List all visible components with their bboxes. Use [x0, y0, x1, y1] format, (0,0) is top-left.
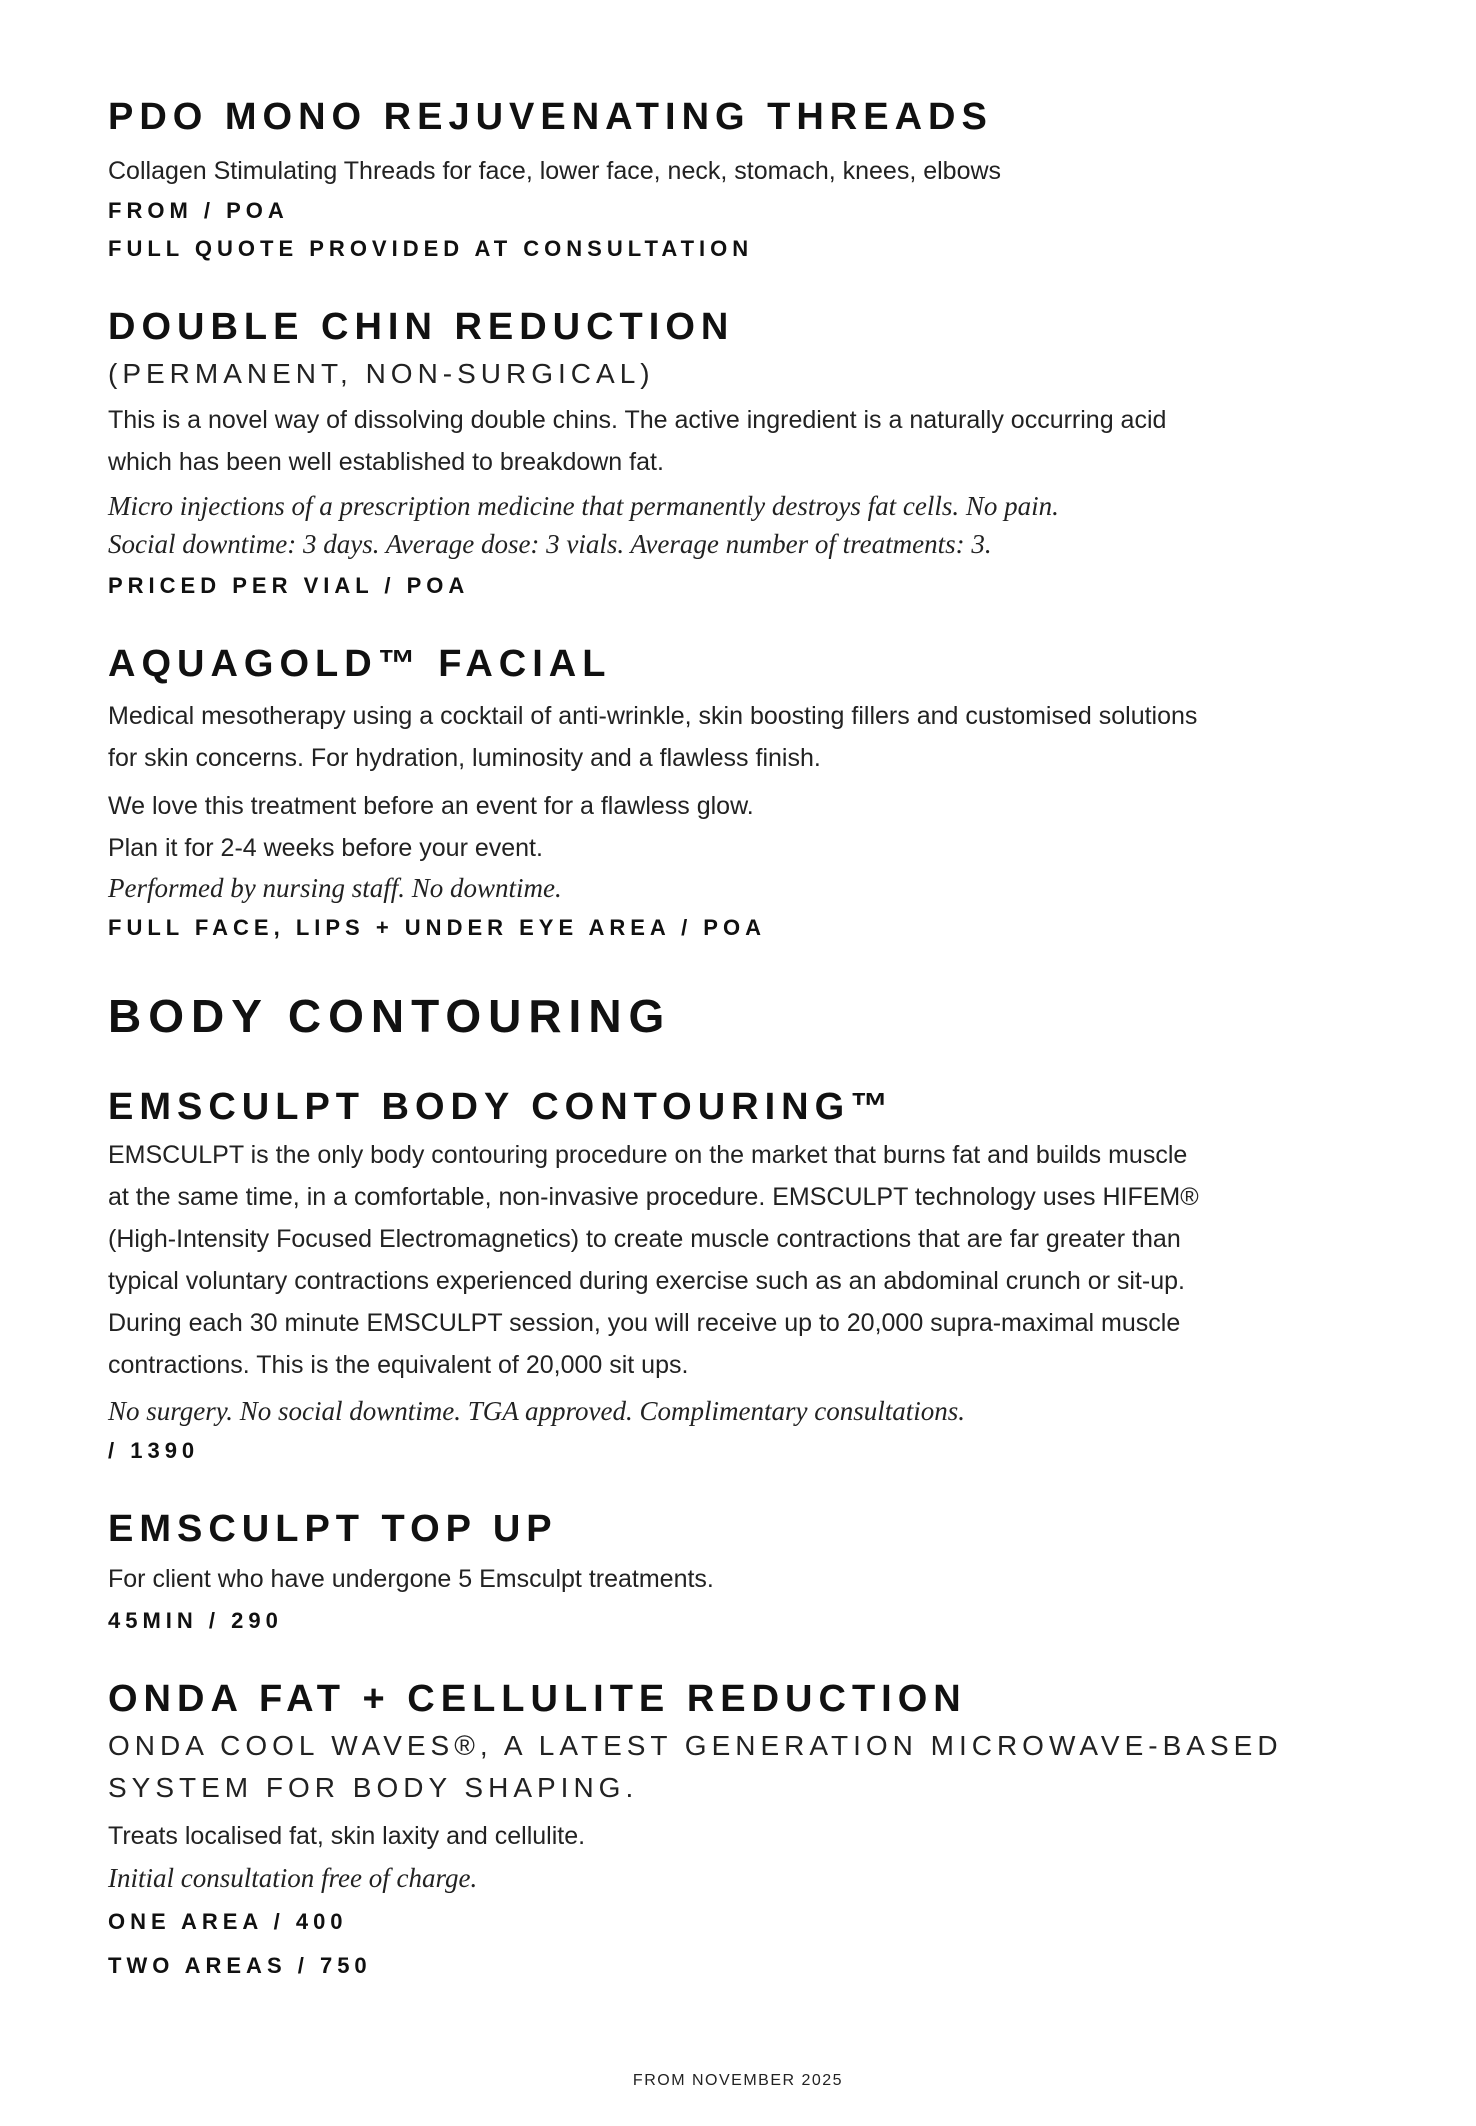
- emsculpt-desc-line: (High-Intensity Focused Electromagnetics) to create muscle contractions that are far greater than: [108, 1224, 1181, 1253]
- section-double-chin: [108, 306, 1378, 606]
- section-emsculpt: [108, 1086, 1378, 1470]
- emsculpt-price: / 1390: [108, 1437, 200, 1463]
- double-chin-desc-line2: which has been well established to breakdown fat.: [108, 448, 664, 477]
- onda-price-two-areas: TWO AREAS / 750: [108, 1953, 372, 1979]
- heading-double-chin: DOUBLE CHIN REDUCTION: [108, 305, 735, 348]
- emsculpt-desc-line: contractions. This is the equivalent of 20,000 sit ups.: [108, 1350, 689, 1379]
- onda-subtitle-line1: ONDA COOL WAVES®, A LATEST GENERATION MICROWAVE-BASED: [108, 1730, 1283, 1762]
- heading-pdo-threads: PDO MONO REJUVENATING THREADS: [108, 96, 993, 138]
- heading-onda: ONDA FAT + CELLULITE REDUCTION: [108, 1677, 967, 1720]
- double-chin-desc-line1: This is a novel way of dissolving double chins. The active ingredient is a naturally occurring acid: [108, 406, 1167, 435]
- emsculpt-top-up-desc: For client who have undergone 5 Emsculpt treatments.: [108, 1564, 714, 1593]
- double-chin-subtitle: (PERMANENT, NON-SURGICAL): [108, 358, 655, 390]
- heading-body-contouring: BODY CONTOURING: [108, 990, 672, 1043]
- onda-subtitle-line2: SYSTEM FOR BODY SHAPING.: [108, 1772, 639, 1804]
- emsculpt-top-up-price: 45MIN / 290: [108, 1607, 283, 1633]
- double-chin-price: PRICED PER VIAL / POA: [108, 573, 470, 599]
- emsculpt-desc-line: During each 30 minute EMSCULPT session, you will receive up to 20,000 supra-maximal muscle: [108, 1308, 1181, 1337]
- section-emsculpt-top-up: [108, 1508, 1378, 1640]
- menu-page: [108, 96, 1378, 1985]
- aquagold-desc-line2: for skin concerns. For hydration, luminosity and a flawless finish.: [108, 744, 821, 773]
- onda-italic: Initial consultation free of charge.: [108, 1863, 478, 1894]
- heading-emsculpt-top-up: EMSCULPT TOP UP: [108, 1507, 558, 1550]
- pdo-description: Collagen Stimulating Threads for face, lower face, neck, stomach, knees, elbows: [108, 156, 1002, 185]
- aquagold-desc-line4: Plan it for 2-4 weeks before your event.: [108, 834, 543, 863]
- aquagold-price: FULL FACE, LIPS + UNDER EYE AREA / POA: [108, 915, 766, 941]
- section-pdo-threads: [108, 96, 1378, 268]
- emsculpt-desc-line: typical voluntary contractions experienced during exercise such as an abdominal crunch or sit-up.: [108, 1266, 1185, 1295]
- onda-price-one-area: ONE AREA / 400: [108, 1909, 348, 1935]
- pdo-price-quote: FULL QUOTE PROVIDED AT CONSULTATION: [108, 235, 754, 261]
- emsculpt-desc-line: EMSCULPT is the only body contouring procedure on the market that burns fat and builds muscle: [108, 1140, 1188, 1169]
- emsculpt-desc-line: at the same time, in a comfortable, non-invasive procedure. EMSCULPT technology uses HIFEM®: [108, 1182, 1199, 1211]
- aquagold-desc-line1: Medical mesotherapy using a cocktail of anti-wrinkle, skin boosting fillers and customised solutions: [108, 702, 1198, 731]
- heading-emsculpt: EMSCULPT BODY CONTOURING™: [108, 1086, 895, 1129]
- onda-desc: Treats localised fat, skin laxity and cellulite.: [108, 1822, 586, 1851]
- aquagold-italic: Performed by nursing staff. No downtime.: [108, 873, 562, 904]
- double-chin-italic-line2: Social downtime: 3 days. Average dose: 3 vials. Average number of treatments: 3.: [108, 529, 992, 560]
- heading-aquagold: AQUAGOLD™ FACIAL: [108, 643, 612, 686]
- section-onda: [108, 1678, 1378, 1986]
- footer-date: FROM NOVEMBER 2025: [632, 2072, 844, 2089]
- aquagold-desc-line3: We love this treatment before an event for a flawless glow.: [108, 792, 754, 821]
- pdo-price-from: FROM / POA: [108, 197, 289, 223]
- emsculpt-italic: No surgery. No social downtime. TGA approved. Complimentary consultations.: [108, 1395, 965, 1426]
- double-chin-italic-line1: Micro injections of a prescription medicine that permanently destroys fat cells. No pain.: [108, 491, 1059, 522]
- section-aquagold: [108, 643, 1378, 947]
